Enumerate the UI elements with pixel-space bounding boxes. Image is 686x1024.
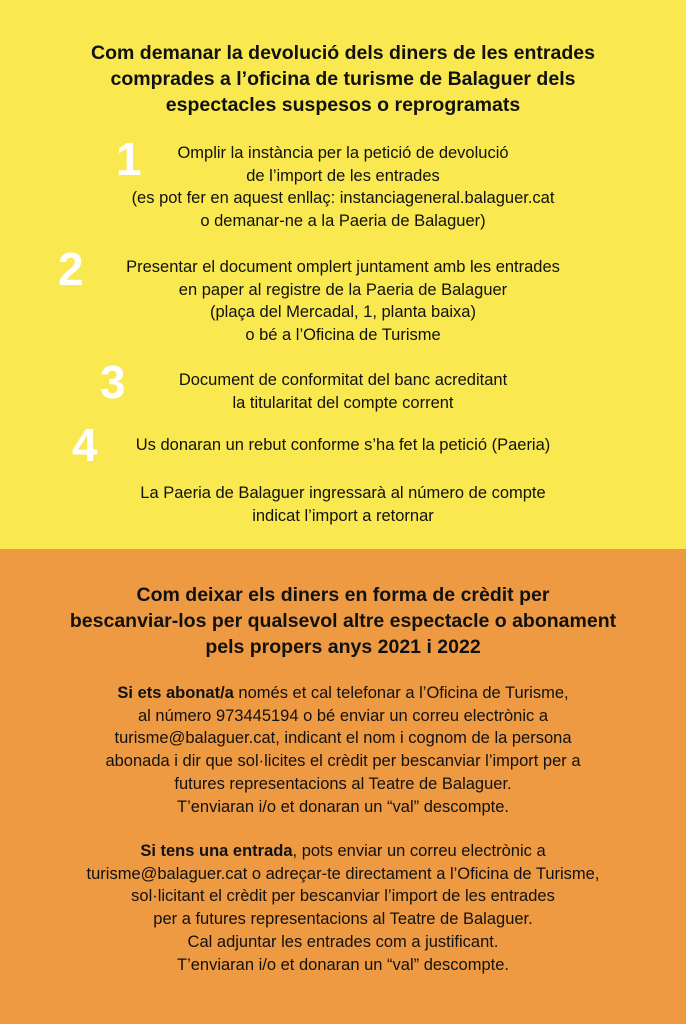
ticket-holder-lead: Si tens una entrada [140, 842, 293, 860]
step-number: 4 [72, 419, 98, 471]
refund-title-line: comprades a l’oficina de turisme de Balaguer dels [110, 68, 576, 90]
email-address: turisme@balaguer.cat [114, 729, 276, 748]
para-line: T’enviaran i/o et donaran un “val” descompte. [176, 797, 509, 816]
subscriber-paragraph [0, 682, 686, 818]
para-text: , pots enviar un correu electrònic a [292, 842, 546, 860]
credit-title-line: pels propers anys 2021 i 2022 [205, 636, 481, 658]
para-line [0, 682, 686, 705]
para-text: , indicant el nom i cognom de la persona [275, 729, 572, 748]
step-number: 1 [116, 133, 142, 185]
credit-title [0, 582, 686, 660]
para-line: T’enviaran i/o et donaran un “val” descompte. [176, 955, 509, 974]
refund-closing-text [0, 482, 686, 527]
credit-title-line: Com deixar els diners en forma de crèdit per [136, 584, 550, 606]
step-line: o bé a l’Oficina de Turisme [245, 325, 441, 344]
step-number: 2 [58, 243, 84, 295]
para-text: o adreçar-te directament a l’ [247, 864, 458, 883]
step-line: la titularitat del compte corrent [232, 393, 454, 412]
para-text: al número [137, 706, 216, 725]
step-line: o demanar-ne a la Paeria de Balaguer) [200, 211, 486, 230]
step-line: Us donaran un rebut conforme s’ha fet la petició (Paeria) [135, 436, 551, 454]
step-line: Document de conformitat del banc acreditant [178, 371, 508, 389]
para-line [0, 705, 686, 728]
email-address: turisme@balaguer.cat [86, 864, 248, 883]
para-line [0, 863, 686, 886]
para-line: per a futures representacions al Teatre de Balaguer. [153, 910, 533, 929]
closing-line: La Paeria de Balaguer ingressarà al número de compte [140, 484, 546, 502]
step-line: de l’import de les entrades [246, 166, 440, 185]
step-1-text [0, 142, 686, 232]
step-line: Omplir la instància per la petició de devolució [177, 144, 509, 162]
para-line: abonada i dir que sol·licites el crèdit per bescanviar l’import per a [105, 752, 581, 771]
para-line [0, 840, 686, 863]
step-line: en paper al registre de la Paeria de Balaguer [178, 280, 508, 299]
para-text: , [594, 864, 600, 883]
para-line: sol·licitant el crèdit per bescanviar l’import de les entrades [131, 887, 555, 906]
para-line: Cal adjuntar les entrades com a justificant. [187, 932, 499, 951]
refund-title-line: Com demanar la devolució dels diners de les entrades [91, 42, 595, 64]
step-number: 3 [100, 356, 126, 408]
ticket-holder-paragraph [0, 840, 686, 976]
closing-line: indicat l’import a retornar [252, 506, 434, 525]
para-text: només et cal telefonar a l’Oficina de Turisme, [233, 684, 569, 702]
subscriber-lead: Si ets abonat/a [117, 684, 234, 702]
para-line [0, 727, 686, 750]
office-name: Oficina de Turisme [457, 864, 595, 883]
step-line: Presentar el document omplert juntament amb les entrades [126, 258, 560, 276]
para-text: o bé enviar un correu electrònic a [298, 706, 549, 725]
step-4-text [0, 434, 686, 457]
step-line: (es pot fer en aquest enllaç: instanciageneral.balaguer.cat [131, 189, 555, 207]
credit-title-line: bescanviar-los per qualsevol altre espectacle o abonament [69, 610, 617, 632]
step-2-text [0, 256, 686, 346]
refund-title [0, 40, 686, 118]
para-line: futures representacions al Teatre de Balaguer. [174, 774, 512, 793]
refund-title-line: espectacles suspesos o reprogramats [165, 94, 521, 116]
phone-number: 973445194 [215, 706, 299, 725]
step-line: (plaça del Mercadal, 1, planta baixa) [210, 303, 476, 321]
